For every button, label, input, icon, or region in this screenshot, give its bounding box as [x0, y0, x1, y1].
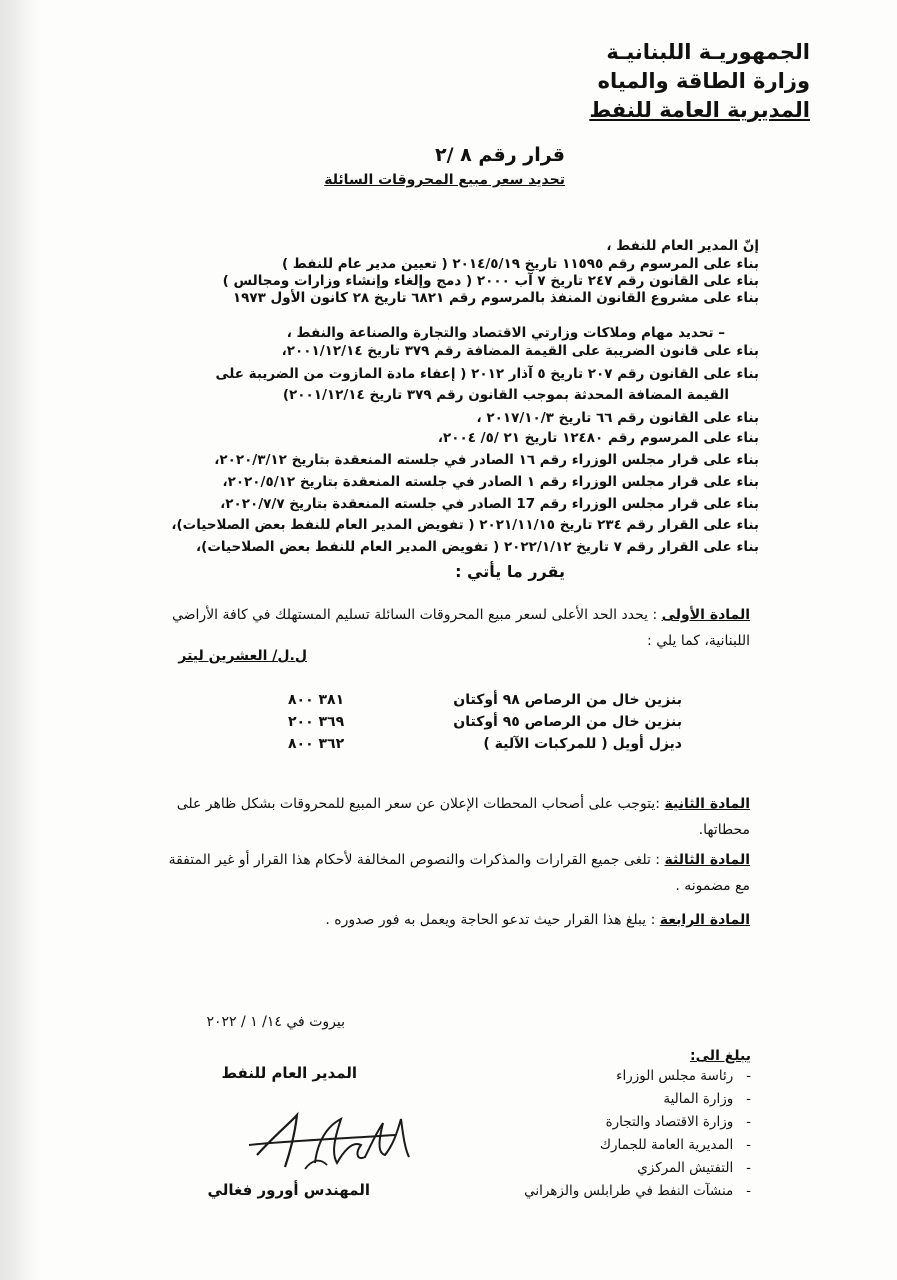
price-unit-heading: ل.ل/ العشرين ليتر [178, 648, 307, 664]
preamble-line: بناء على القرار رقم ٧ تاريخ ٢٠٢٢/١/١٢ ( تفويض المدير العام للنفط بعض الصلاحيات)، [196, 539, 759, 555]
page-edge-shadow [0, 0, 40, 1280]
article-4-label: المادة الرابعة [659, 912, 750, 928]
preamble-line: بناء على القرار رقم ٢٣٤ تاريخ ٢٠٢١/١١/١٥ ( تفويض المدير العام للنفط بعض الصلاحيات)، [171, 517, 759, 533]
price-row-value: ٣٦٩ ٢٠٠ [288, 714, 345, 730]
article-1-text: : يحدد الحد الأعلى لسعر مبيع المحروقات السائلة تسليم المستهلك في كافة الأراضي اللبنانية، كما يلي : [171, 607, 750, 649]
preamble-line: بناء على القانون رقم ٢٠٧ تاريخ ٥ آذار ٢٠١٢ ( إعفاء مادة المازوت من الضريبة على [215, 366, 759, 382]
preamble-line: إنّ المدير العام للنفط ، [606, 238, 759, 254]
copies-item: - المديرية العامة للجمارك [599, 1137, 751, 1153]
price-row-product: بنزين خال من الرصاص ٩٥ أوكتان [453, 714, 682, 730]
copies-heading: يبلغ الى: [690, 1048, 751, 1064]
preamble-line: بناء على المرسوم رقم ١١٥٩٥ تاريخ ٢٠١٤/٥/١٩ ( تعيين مدير عام للنفط ) [281, 256, 759, 272]
price-row-value: ٣٨١ ٨٠٠ [288, 692, 345, 708]
preamble-line: بناء على القانون رقم ٦٦ تاريخ ٢٠١٧/١٠/٣ ، [476, 410, 759, 426]
price-row-value: ٣٦٢ ٨٠٠ [288, 736, 345, 752]
copies-item: - وزارة الاقتصاد والتجارة [605, 1114, 751, 1130]
article-4-text: : يبلغ هذا القرار حيث تدعو الحاجة ويعمل به فور صدوره . [325, 912, 656, 928]
decision-title: قرار رقم ٨ /٢ [435, 144, 565, 166]
article-3-text: : تلغى جميع القرارات والمذكرات والنصوص المخالفة لأحكام هذا القرار أو غير المتفقة مع مضمونه . [168, 852, 750, 894]
copies-item: - التفتيش المركزي [637, 1160, 751, 1176]
copies-item: - منشآت النفط في طرابلس والزهراني [524, 1183, 751, 1199]
preamble-line: بناء على القانون رقم ٢٤٧ تاريخ ٧ آب ٢٠٠٠ ( دمج وإلغاء وإنشاء وزارات ومجالس ) [222, 273, 759, 289]
price-row-product: بنزين خال من الرصاص ٩٨ أوكتان [453, 692, 682, 708]
handwritten-signature [245, 1105, 415, 1177]
article-4 [150, 907, 750, 933]
article-3 [150, 847, 750, 899]
preamble-line: بناء على قانون الضريبة على القيمة المضافة رقم ٣٧٩ تاريخ ٢٠٠١/١٢/١٤، [281, 343, 759, 359]
preamble-line: بناء على مشروع القانون المنفذ بالمرسوم رقم ٦٨٢١ تاريخ ٢٨ كانون الأول ١٩٧٣ [232, 290, 759, 306]
preamble-line: بناء على قرار مجلس الوزراء رقم 17 الصادر في جلسته المنعقدة بتاريخ ٢٠٢٠/٧/٧، [220, 496, 759, 512]
place-date: بيروت في ١٤/ ١ / ٢٠٢٢ [206, 1014, 345, 1030]
article-3-label: المادة الثالثة [664, 852, 750, 868]
preamble-line: بناء على قرار مجلس الوزراء رقم ١ الصادر في جلسته المنعقدة بتاريخ ٢٠٢٠/٥/١٢، [222, 474, 759, 490]
article-1-label: المادة الأولى [661, 607, 750, 623]
copies-item: - وزارة المالية [663, 1091, 751, 1107]
header-directorate: المديرية العامة للنفط [589, 98, 810, 122]
signatory-name: المهندس أورور فغالي [207, 1181, 370, 1199]
preamble-line: – تحديد مهام وملاكات وزارتي الاقتصاد والتجارة والصناعة والنفط ، [286, 325, 725, 341]
copies-item: - رئاسة مجلس الوزراء [616, 1068, 751, 1084]
article-1 [150, 602, 750, 654]
preamble-line: القيمة المضافة المحدثة بموجب القانون رقم ٣٧٩ تاريخ ٢٠٠١/١٢/١٤) [282, 387, 729, 403]
preamble-line: بناء على قرار مجلس الوزراء رقم ١٦ الصادر في جلسته المنعقدة بتاريخ ٢٠٢٠/٣/١٢، [214, 452, 759, 468]
preamble-line: بناء على المرسوم رقم ١٢٤٨٠ تاريخ ٢١ /٥/ ٢٠٠٤، [437, 430, 759, 446]
article-2-label: المادة الثانية [664, 796, 750, 812]
header-ministry: وزارة الطاقة والمياه [597, 69, 810, 93]
price-row-product: ديزل أويل ( للمركبات الآلية ) [483, 736, 682, 752]
decides-heading: يقرر ما يأتي : [455, 562, 565, 581]
article-2-text: :يتوجب على أصحاب المحطات الإعلان عن سعر المبيع للمحروقات بشكل ظاهر على محطاتها. [176, 796, 750, 838]
signatory-role: المدير العام للنفط [221, 1064, 357, 1082]
header-republic: الجمهوريـة اللبنانيـة [606, 40, 810, 64]
decision-subject: تحديد سعر مبيع المحروقات السائلة [324, 172, 565, 188]
article-2 [150, 791, 750, 843]
